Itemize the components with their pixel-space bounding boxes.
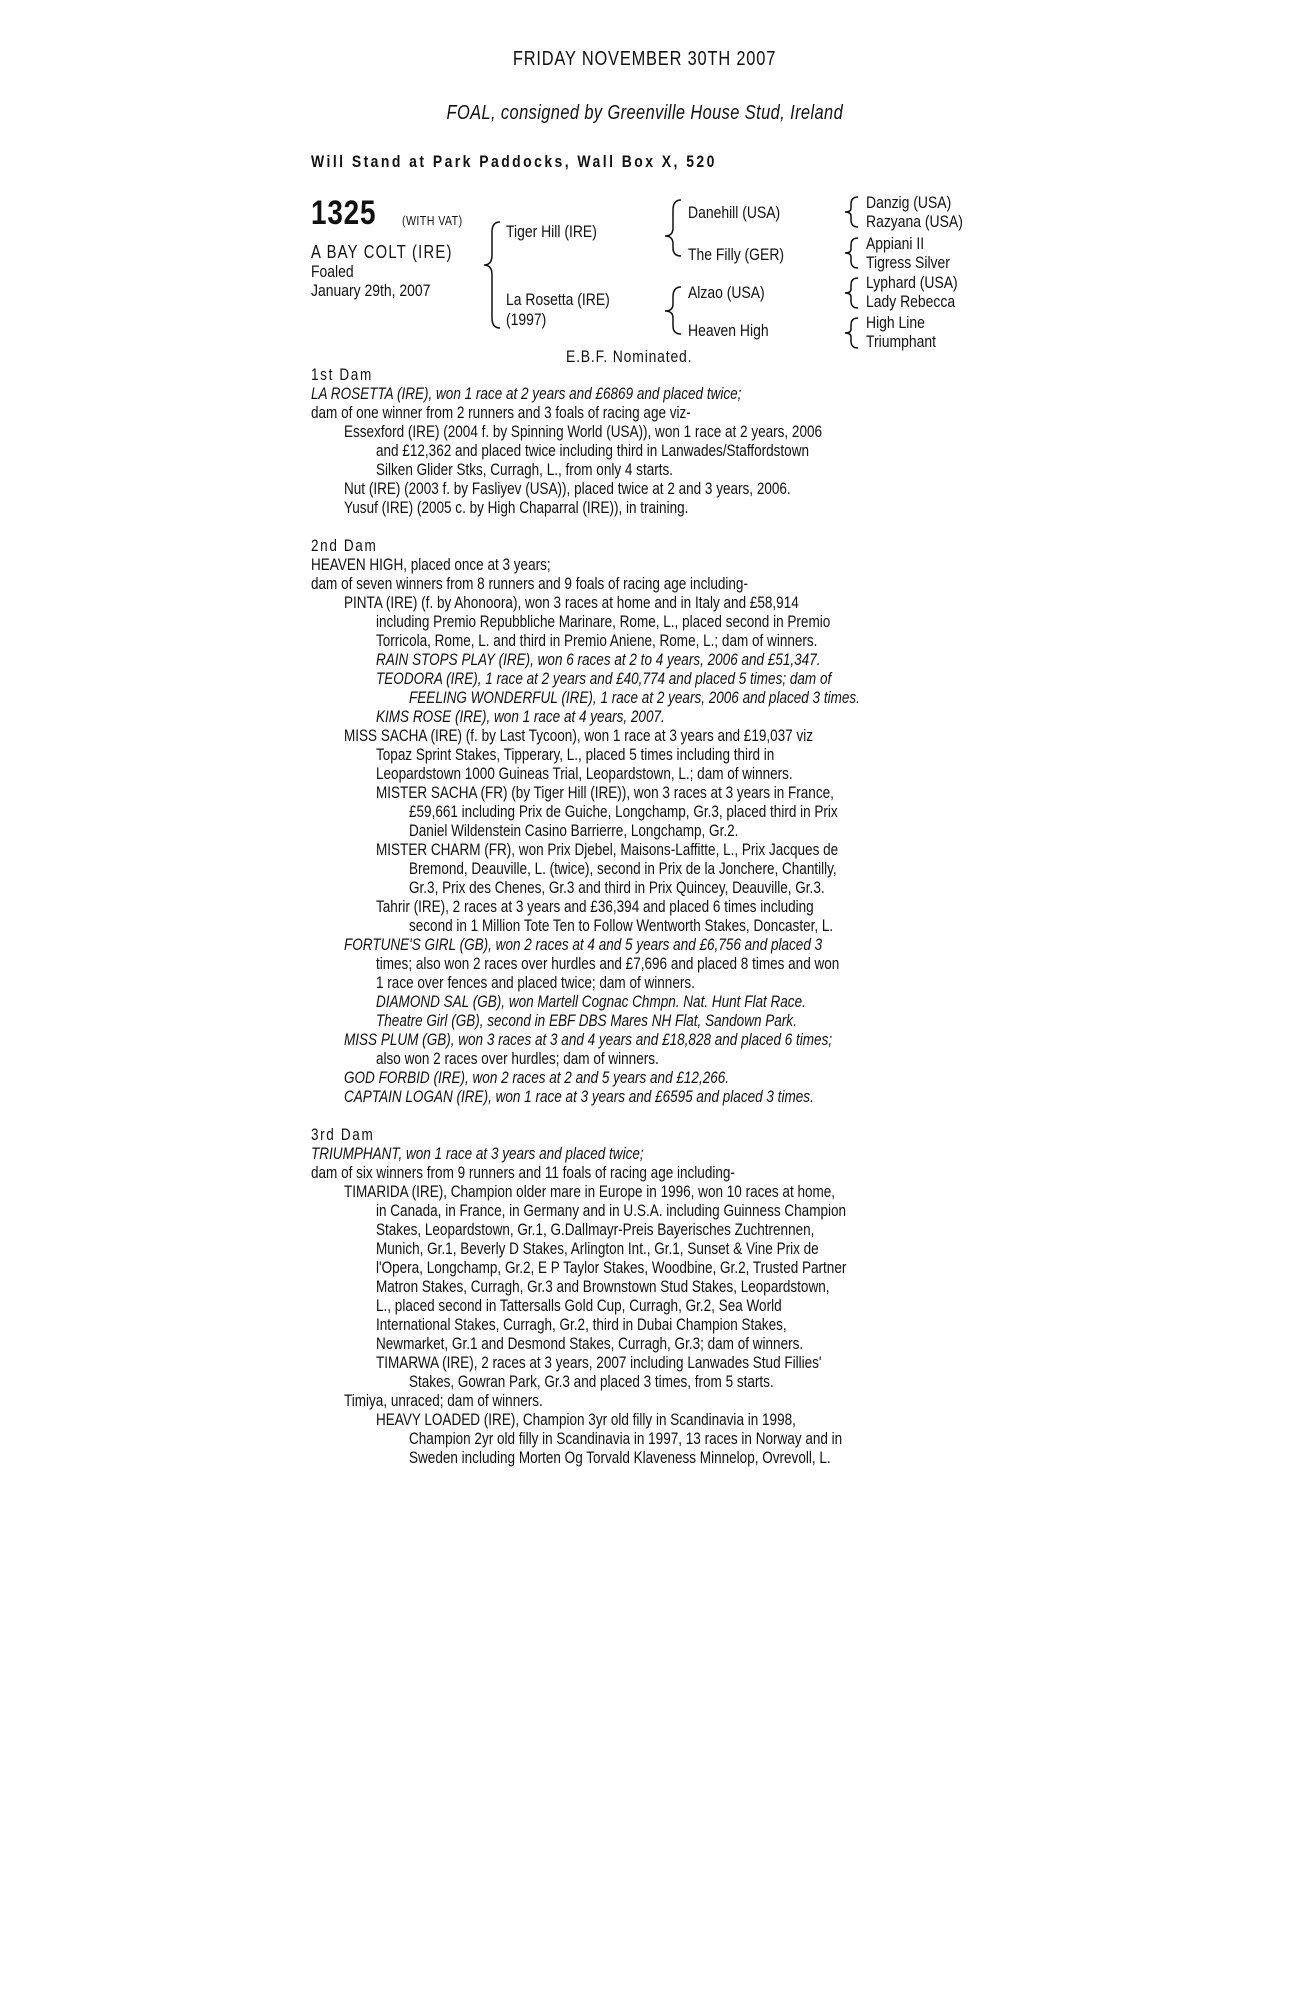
second-dam-line: MISTER SACHA (FR) (by Tiger Hill (IRE)), won 3 races at 3 years in France, bbox=[376, 784, 834, 802]
third-dam-line: TIMARWA (IRE), 2 races at 3 years, 2007 including Lanwades Stud Fillies' bbox=[376, 1354, 822, 1372]
produce-record bbox=[311, 366, 983, 1468]
pedigree-dam-dam: Heaven High bbox=[688, 321, 769, 340]
first-dam-line: LA ROSETTA (IRE), won 1 race at 2 years and £6869 and placed twice; bbox=[311, 385, 742, 403]
second-dam-line: CAPTAIN LOGAN (IRE), won 1 race at 3 years and £6595 and placed 3 times. bbox=[344, 1088, 814, 1106]
second-dam-line: Daniel Wildenstein Casino Barrierre, Longchamp, Gr.2. bbox=[409, 822, 739, 840]
pedigree-g3-5: Lyphard (USA) bbox=[866, 273, 958, 292]
third-dam-line: in Canada, in France, in Germany and in U.S.A. including Guinness Champion bbox=[376, 1202, 847, 1220]
second-dam-line: MISS PLUM (GB), won 3 races at 3 and 4 years and £18,828 and placed 6 times; bbox=[344, 1031, 833, 1049]
second-dam-line: dam of seven winners from 8 runners and 9 foals of racing age including- bbox=[311, 575, 748, 593]
first-dam-line: Essexford (IRE) (2004 f. by Spinning World (USA)), won 1 race at 2 years, 2006 bbox=[344, 423, 823, 441]
third-dam-line: L., placed second in Tattersalls Gold Cup, Curragh, Gr.2, Sea World bbox=[376, 1297, 782, 1315]
vat-note: (WITH VAT) bbox=[402, 213, 463, 228]
pedigree-dam-year: (1997) bbox=[506, 310, 547, 329]
pedigree-g3-6: Lady Rebecca bbox=[866, 292, 956, 311]
third-dam-line: International Stakes, Curragh, Gr.2, third in Dubai Champion Stakes, bbox=[376, 1316, 787, 1334]
second-dam-line: Leopardstown 1000 Guineas Trial, Leopardstown, L.; dam of winners. bbox=[376, 765, 793, 783]
pedigree-brackets bbox=[0, 0, 1290, 360]
lot-number: 1325 bbox=[311, 194, 377, 232]
second-dam-line: £59,661 including Prix de Guiche, Longchamp, Gr.3, placed third in Prix bbox=[409, 803, 838, 821]
third-dam-line: Champion 2yr old filly in Scandinavia in 1997, 13 races in Norway and in bbox=[409, 1430, 843, 1448]
pedigree-g3-8: Triumphant bbox=[866, 332, 936, 351]
first-dam-line: Yusuf (IRE) (2005 c. by High Chaparral (IRE)), in training. bbox=[344, 499, 689, 517]
pedigree-g3-7: High Line bbox=[866, 313, 925, 332]
second-dam-line: HEAVEN HIGH, placed once at 3 years; bbox=[311, 556, 551, 574]
pedigree-sire: Tiger Hill (IRE) bbox=[506, 222, 597, 241]
second-dam-line: MISS SACHA (IRE) (f. by Last Tycoon), won 1 race at 3 years and £19,037 viz bbox=[344, 727, 814, 745]
first-dam-heading: 1st Dam bbox=[311, 366, 373, 384]
second-dam-line: second in 1 Million Tote Ten to Follow Wentworth Stakes, Doncaster, L. bbox=[409, 917, 834, 935]
third-dam-heading: 3rd Dam bbox=[311, 1126, 375, 1144]
second-dam-line: TEODORA (IRE), 1 race at 2 years and £40,774 and placed 5 times; dam of bbox=[376, 670, 832, 688]
third-dam-line: HEAVY LOADED (IRE), Champion 3yr old filly in Scandinavia in 1998, bbox=[376, 1411, 796, 1429]
second-dam-line: Gr.3, Prix des Chenes, Gr.3 and third in Prix Quincey, Deauville, Gr.3. bbox=[409, 879, 825, 897]
ebf-nomination: E.B.F. Nominated. bbox=[566, 347, 693, 366]
second-dam-line: MISTER CHARM (FR), won Prix Djebel, Maisons-Laffitte, L., Prix Jacques de bbox=[376, 841, 839, 859]
third-dam-line: dam of six winners from 9 runners and 11 foals of racing age including- bbox=[311, 1164, 735, 1182]
pedigree-sire-dam: The Filly (GER) bbox=[688, 245, 785, 264]
foaled-label: Foaled bbox=[311, 262, 354, 281]
pedigree-g3-1: Danzig (USA) bbox=[866, 193, 952, 212]
second-dam-line: FEELING WONDERFUL (IRE), 1 race at 2 years, 2006 and placed 3 times. bbox=[409, 689, 860, 707]
second-dam-line: Topaz Sprint Stakes, Tipperary, L., placed 5 times including third in bbox=[376, 746, 775, 764]
second-dam-line: PINTA (IRE) (f. by Ahonoora), won 3 races at home and in Italy and £58,914 bbox=[344, 594, 799, 612]
second-dam-line: RAIN STOPS PLAY (IRE), won 6 races at 2 to 4 years, 2006 and £51,347. bbox=[376, 651, 821, 669]
stand-location: Will Stand at Park Paddocks, Wall Box X, 520 bbox=[311, 152, 717, 171]
sale-date: FRIDAY NOVEMBER 30TH 2007 bbox=[513, 48, 777, 70]
second-dam-line: Theatre Girl (GB), second in EBF DBS Mares NH Flat, Sandown Park. bbox=[376, 1012, 797, 1030]
second-dam-line: KIMS ROSE (IRE), won 1 race at 4 years, 2007. bbox=[376, 708, 665, 726]
second-dam-line: Torricola, Rome, L. and third in Premio Aniene, Rome, L.; dam of winners. bbox=[376, 632, 818, 650]
first-dam-line: Nut (IRE) (2003 f. by Fasliyev (USA)), placed twice at 2 and 3 years, 2006. bbox=[344, 480, 791, 498]
second-dam-line: Tahrir (IRE), 2 races at 3 years and £36,394 and placed 6 times including bbox=[376, 898, 814, 916]
third-dam-line: TIMARIDA (IRE), Champion older mare in Europe in 1996, won 10 races at home, bbox=[344, 1183, 836, 1201]
pedigree-g3-4: Tigress Silver bbox=[866, 253, 950, 272]
first-dam-line: dam of one winner from 2 runners and 3 foals of racing age viz- bbox=[311, 404, 691, 422]
second-dam-line: Bremond, Deauville, L. (twice), second in Prix de la Jonchere, Chantilly, bbox=[409, 860, 837, 878]
pedigree-g3-2: Razyana (USA) bbox=[866, 212, 963, 231]
third-dam-line: Matron Stakes, Curragh, Gr.3 and Brownstown Stud Stakes, Leopardstown, bbox=[376, 1278, 830, 1296]
consignment-line: FOAL, consigned by Greenville House Stud, Ireland bbox=[446, 102, 844, 124]
first-dam-line: Silken Glider Stks, Curragh, L., from only 4 starts. bbox=[376, 461, 674, 479]
second-dam-line: FORTUNE'S GIRL (GB), won 2 races at 4 and 5 years and £6,756 and placed 3 bbox=[344, 936, 823, 954]
third-dam-line: l'Opera, Longchamp, Gr.2, E P Taylor Stakes, Woodbine, Gr.2, Trusted Partner bbox=[376, 1259, 847, 1277]
third-dam-line: TRIUMPHANT, won 1 race at 3 years and placed twice; bbox=[311, 1145, 644, 1163]
third-dam-line: Stakes, Gowran Park, Gr.3 and placed 3 times, from 5 starts. bbox=[409, 1373, 774, 1391]
third-dam-line: Munich, Gr.1, Beverly D Stakes, Arlington Int., Gr.1, Sunset & Vine Prix de bbox=[376, 1240, 819, 1258]
second-dam-line: GOD FORBID (IRE), won 2 races at 2 and 5 years and £12,266. bbox=[344, 1069, 730, 1087]
third-dam-line: Newmarket, Gr.1 and Desmond Stakes, Curragh, Gr.3; dam of winners. bbox=[376, 1335, 804, 1353]
third-dam-line: Stakes, Leopardstown, Gr.1, G.Dallmayr-Preis Bayerisches Zuchtrennen, bbox=[376, 1221, 815, 1239]
lot-name: A BAY COLT (IRE) bbox=[311, 242, 453, 262]
second-dam-line: times; also won 2 races over hurdles and £7,696 and placed 8 times and won bbox=[376, 955, 840, 973]
second-dam-line: DIAMOND SAL (GB), won Martell Cognac Chmpn. Nat. Hunt Flat Race. bbox=[376, 993, 806, 1011]
third-dam-line: Timiya, unraced; dam of winners. bbox=[344, 1392, 543, 1410]
second-dam-line: 1 race over fences and placed twice; dam of winners. bbox=[376, 974, 695, 992]
third-dam-line: Sweden including Morten Og Torvald Klaveness Minnelop, Ovrevoll, L. bbox=[409, 1449, 831, 1467]
foaled-date: January 29th, 2007 bbox=[311, 281, 431, 300]
first-dam-line: and £12,362 and placed twice including third in Lanwades/Staffordstown bbox=[376, 442, 810, 460]
pedigree-dam: La Rosetta (IRE) bbox=[506, 290, 610, 309]
second-dam-heading: 2nd Dam bbox=[311, 537, 378, 555]
second-dam-line: including Premio Repubbliche Marinare, Rome, L., placed second in Premio bbox=[376, 613, 831, 631]
pedigree-sire-sire: Danehill (USA) bbox=[688, 203, 781, 222]
pedigree-g3-3: Appiani II bbox=[866, 234, 925, 253]
second-dam-line: also won 2 races over hurdles; dam of winners. bbox=[376, 1050, 659, 1068]
pedigree-dam-sire: Alzao (USA) bbox=[688, 283, 765, 302]
